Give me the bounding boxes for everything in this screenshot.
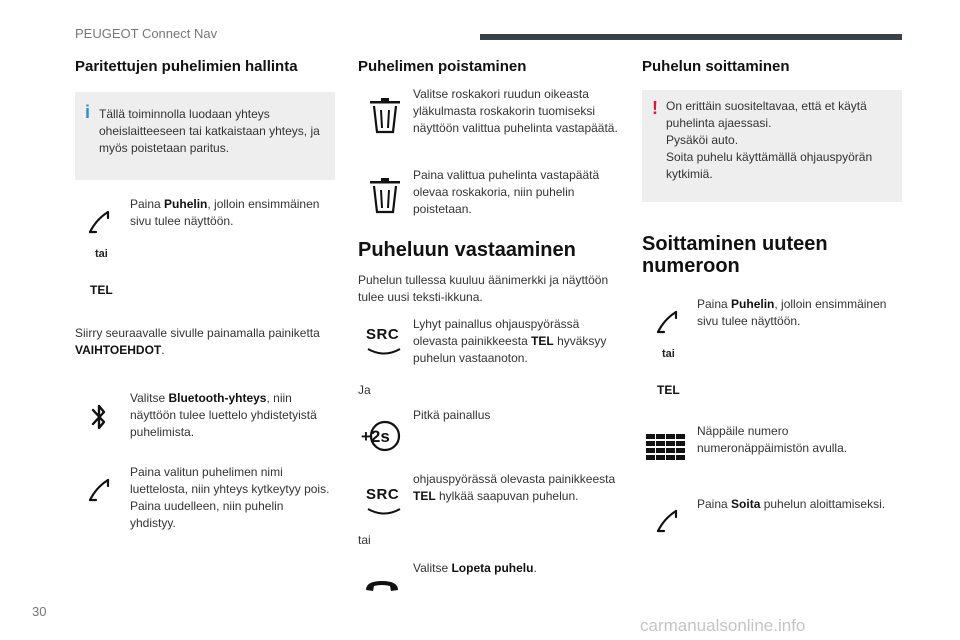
or-label: tai [358, 533, 371, 547]
keypad-instruction: Näppäile numero numeronäppäimistön avulla. [697, 424, 848, 455]
steering-src-icon: SRC [366, 326, 400, 343]
warning-box [642, 90, 902, 202]
short-press-instruction: Lyhyt painallus ohjauspyörässä olevasta painikkeesta TEL hyväksyy puhelun vastaanoton. [413, 317, 607, 365]
section-title-paired-phones: Paritettujen puhelimien hallinta [75, 58, 298, 75]
watermark: carmanualsonline.info [640, 616, 806, 635]
trash-icon [368, 98, 402, 134]
answer-intro: Puhelun tullessa kuuluu äänimerkki ja näyttöön tulee uusi teksti-ikkuna. [358, 273, 609, 304]
new-number-step-1: Paina Puhelin, jolloin ensimmäinen sivu tulee näyttöön. [697, 297, 887, 328]
plus-2s-icon [358, 420, 404, 452]
or-label: tai [95, 248, 108, 260]
end-call-instruction: Valitse Lopeta puhelu. [413, 561, 537, 575]
phone-icon [654, 507, 682, 535]
warning-text: On erittäin suositeltavaa, että et käytä puhelinta ajaessasi. Pysäköi auto. Soita puhelu käyttämällä ohjauspyörän kytkimiä. [666, 99, 873, 181]
section-title-new-number: Soittaminen uuteen numeroon [642, 233, 828, 277]
warning-icon: ! [652, 98, 658, 118]
call-instruction: Paina Soita puhelun aloittamiseksi. [697, 497, 886, 511]
running-header: PEUGEOT Connect Nav [75, 26, 218, 41]
bluetooth-icon [90, 402, 108, 432]
phone-icon [86, 208, 114, 236]
tel-button-label: TEL [90, 283, 113, 297]
reject-instruction: ohjauspyörässä olevasta painikkeesta TEL hylkää saapuvan puhelun. [413, 472, 616, 503]
delete-step-2: Paina valittua puhelinta vastapäätä olevaa roskakoria, niin puhelin poistetaan. [413, 168, 600, 216]
keypad-icon [646, 434, 686, 462]
trash-icon [368, 178, 402, 214]
steering-control-arc [366, 505, 402, 517]
next-page-instruction: Siirry seuraavalle sivulle painamalla painiketta VAIHTOEHDOT. [75, 326, 320, 357]
step-press-phone: Paina Puhelin, jolloin ensimmäinen sivu tulee näyttöön. [130, 197, 320, 228]
delete-step-1: Valitse roskakori ruudun oikeasta yläkulmasta roskakorin tuomiseksi näyttöön valittua puhelinta vastapäätä. [413, 87, 618, 135]
section-title-delete-phone: Puhelimen poistaminen [358, 58, 527, 75]
steering-src-icon: SRC [366, 486, 400, 503]
and-label: Ja [358, 383, 371, 397]
phone-icon [86, 476, 114, 504]
info-text: Tällä toiminnolla luodaan yhteys oheislaitteeseen tai katkaistaan yhteys, ja myös poistetaan paritus. [99, 107, 320, 155]
hangup-icon [364, 578, 400, 594]
tel-button-label: TEL [657, 383, 680, 397]
section-title-answer-call: Puheluun vastaaminen [358, 239, 576, 261]
plus-2s-label: +2s [361, 427, 390, 446]
phone-icon [654, 308, 682, 336]
info-box [75, 92, 335, 180]
page-number: 30 [32, 604, 47, 619]
steering-control-arc [366, 345, 402, 357]
long-press-label: Pitkä painallus [413, 408, 491, 422]
section-title-make-call: Puhelun soittaminen [642, 58, 790, 75]
step-select-bluetooth: Valitse Bluetooth-yhteys, niin näyttöön tulee luettelo yhdistetyistä puhelimista. [130, 391, 317, 439]
header-rule [480, 34, 902, 40]
or-label: tai [662, 348, 675, 360]
info-icon: i [85, 102, 91, 122]
step-toggle-connection: Paina valitun puhelimen nimi luettelosta, niin yhteys kytkeytyy pois. Paina uudelleen, niin puhelin yhdistyy. [130, 465, 330, 530]
